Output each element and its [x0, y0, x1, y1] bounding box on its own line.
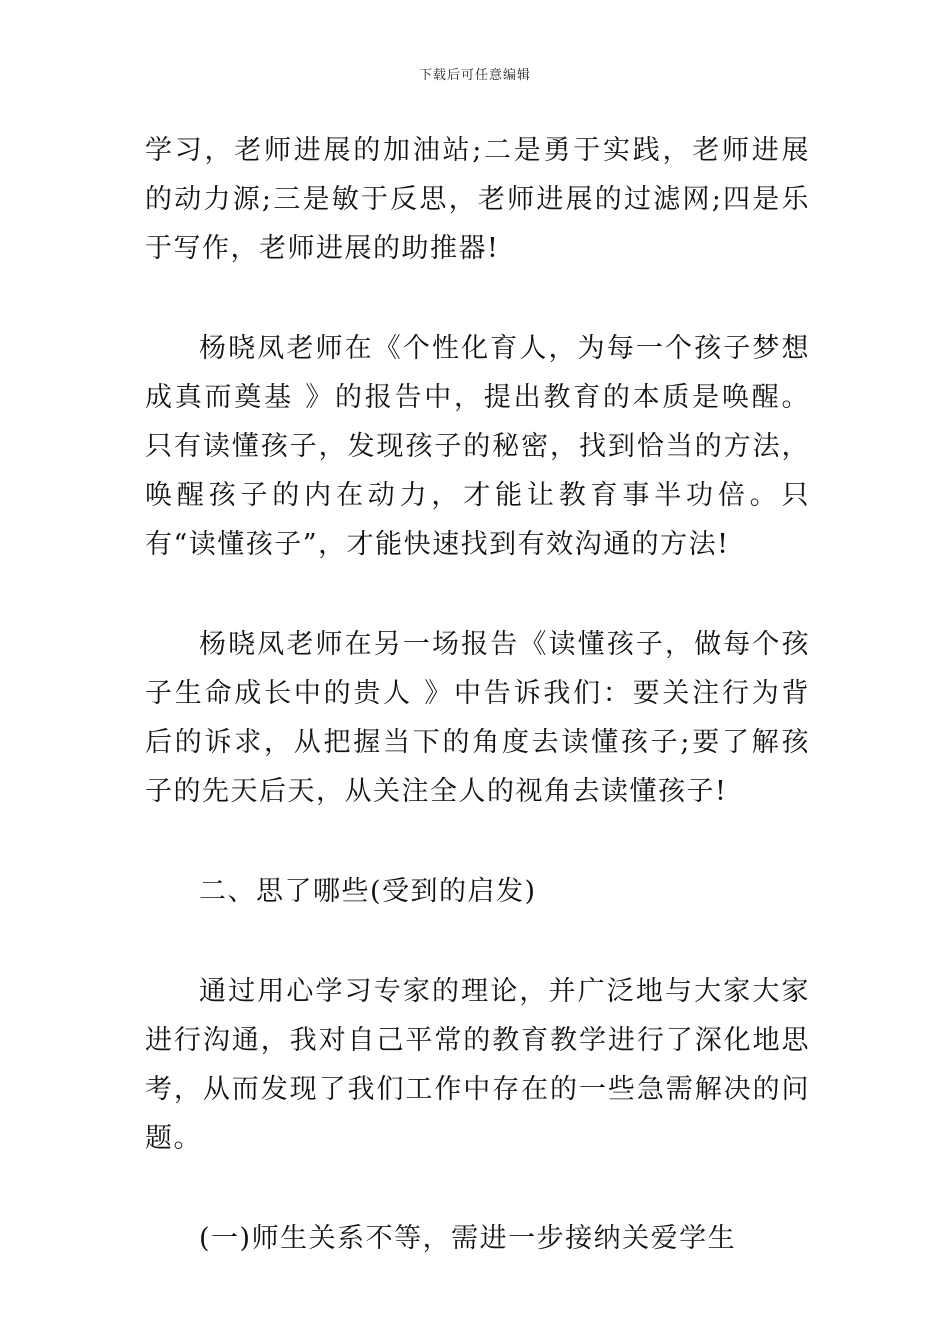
paragraph-continuation: 学习，老师进展的加油站;二是勇于实践，老师进展的动力源;三是敏于反思，老师进展的过滤网;四是乐于写作，老师进展的助推器!: [145, 135, 810, 264]
paragraph-reflection: 通过用心学习专家的理论，并广泛地与大家大家进行沟通，我对自己平常的教育教学进行了深化地思考，从而发现了我们工作中存在的一些急需解决的问题。: [145, 976, 810, 1154]
paragraph-report-1: 杨晓凤老师在《个性化育人，为每一个孩子梦想成真而奠基 》的报告中，提出教育的本质是唤醒。只有读懂孩子，发现孩子的秘密，找到恰当的方法，唤醒孩子的内在动力，才能让教育事半功倍。只有“读懂孩子”，才能快速找到有效沟通的方法!: [145, 333, 810, 560]
paragraph-report-2: 杨晓凤老师在另一场报告《读懂孩子，做每个孩子生命成长中的贵人 》中告诉我们：要关注行为背后的诉求，从把握当下的角度去读懂孩子;要了解孩子的先天后天，从关注全人的视角去读懂孩子!: [145, 629, 810, 807]
document-body: [145, 126, 810, 1263]
subsection-heading: (一)师生关系不等，需进一步接纳关爱学生: [199, 1223, 737, 1254]
section-heading: 二、思了哪些(受到的启发): [199, 876, 537, 907]
page-header: 下载后可任意编辑: [418, 68, 531, 83]
